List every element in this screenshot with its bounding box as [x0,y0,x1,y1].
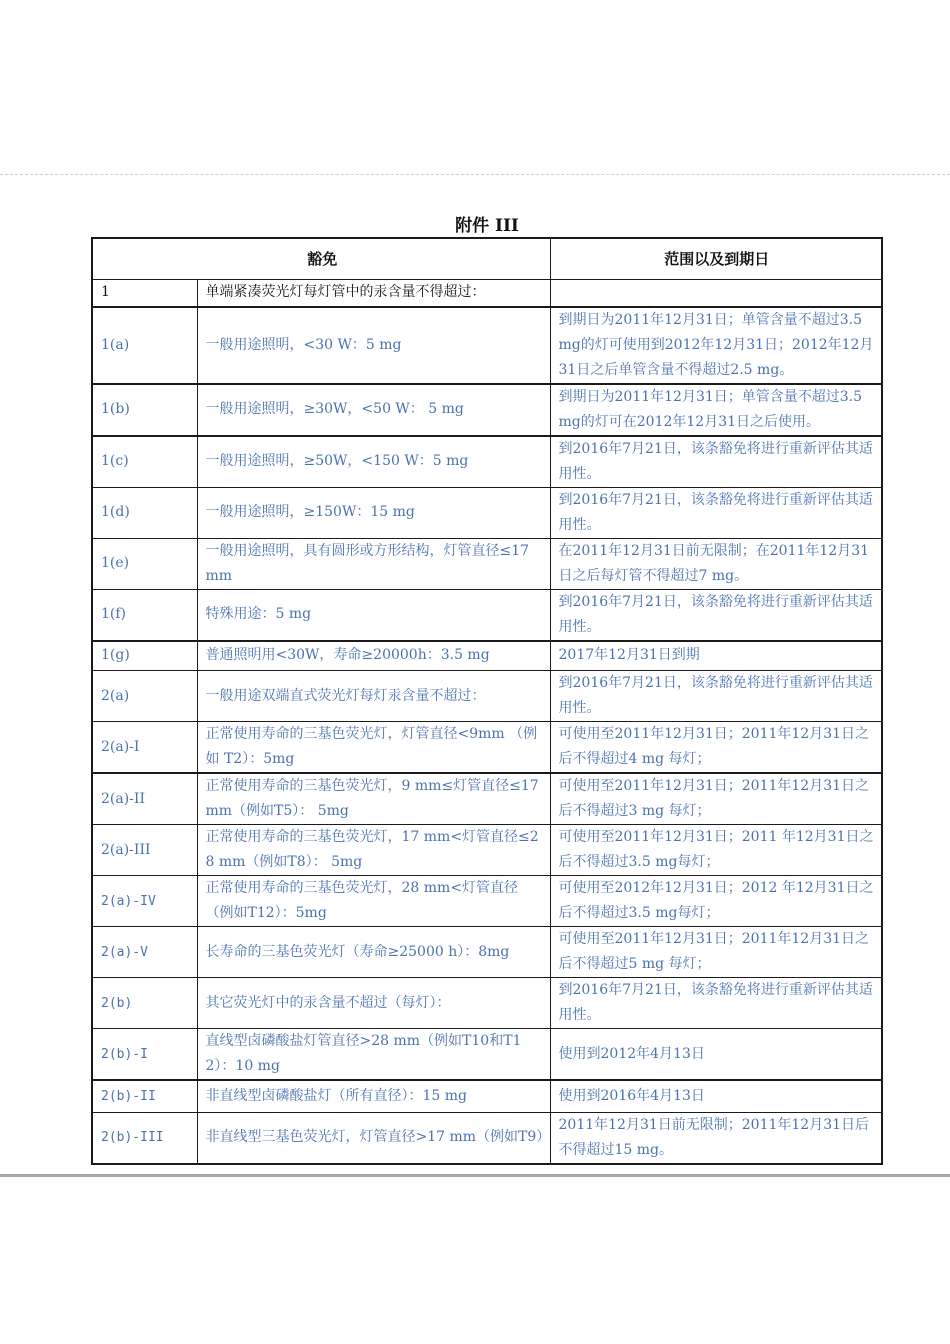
table-row [92,1029,882,1081]
table-row [92,773,882,825]
table-row [92,1080,882,1112]
row-exemption: 正常使用寿命的三基色荧光灯，灯管直径<9mm （例如 T2）：5mg [197,722,550,774]
row-id: 2(b)-I [92,1029,197,1081]
row-id: 2(b)-III [92,1112,197,1164]
row-id: 1(g) [92,641,197,671]
exemption-table [91,237,883,1165]
row-exemption: 一般用途双端直式荧光灯每灯汞含量不超过： [197,671,550,722]
annex-title: 附件 III [455,216,519,236]
row-exemption: 一般用途照明，<30 W：5 mg [197,307,550,384]
row-scope: 2011年12月31日前无限制；2011年12月31日后不得超过15 mg。 [550,1112,882,1164]
row-id: 1(f) [92,589,197,641]
row-exemption: 一般用途照明，≥30W，<50 W： 5 mg [197,384,550,436]
row-exemption: 一般用途照明，≥150W：15 mg [197,487,550,538]
row-id: 2(a)-V [92,927,197,978]
row-id: 1(b) [92,384,197,436]
table-row [92,589,882,641]
row-exemption: 非直线型三基色荧光灯，灯管直径>17 mm（例如T9） [197,1112,550,1164]
table-row [92,722,882,774]
header-exemption: 豁免 [92,238,550,280]
row-id: 2(a)-II [92,773,197,825]
row-id: 2(b)-II [92,1080,197,1112]
row-scope: 2017年12月31日到期 [550,641,882,671]
row-id: 2(a)-III [92,825,197,876]
row-id: 1(c) [92,436,197,488]
table-row [92,978,882,1029]
table-row [92,307,882,384]
row-exemption: 其它荧光灯中的汞含量不超过（每灯）： [197,978,550,1029]
row-scope: 使用到2016年4月13日 [550,1080,882,1112]
row-scope: 可使用至2011年12月31日；2011年12月31日之后不得超过5 mg 每灯； [550,927,882,978]
table-row [92,876,882,927]
row-exemption: 普通照明用<30W，寿命≥20000h：3.5 mg [197,641,550,671]
row-scope: 可使用至2011年12月31日；2011年12月31日之后不得超过3 mg 每灯； [550,773,882,825]
row-id: 2(b) [92,978,197,1029]
row-id: 1(d) [92,487,197,538]
row-scope: 到2016年7月21日，该条豁免将进行重新评估其适用性。 [550,978,882,1029]
row-scope: 到期日为2011年12月31日；单管含量不超过3.5 mg的灯可在2012年12月31日之后使用。 [550,384,882,436]
table-row [92,280,882,307]
row-scope: 可使用至2012年12月31日；2012 年12月31日之后不得超过3.5 mg每灯； [550,876,882,927]
table-row [92,927,882,978]
table-header-row [92,238,882,280]
row-scope: 到2016年7月21日，该条豁免将进行重新评估其适用性。 [550,589,882,641]
table-row [92,487,882,538]
table-row [92,1112,882,1164]
row-exemption: 一般用途照明，具有圆形或方形结构，灯管直径≤17 mm [197,538,550,589]
row-scope: 到2016年7月21日，该条豁免将进行重新评估其适用性。 [550,436,882,488]
row-id: 1 [92,280,197,307]
row-exemption: 长寿命的三基色荧光灯（寿命≥25000 h）：8mg [197,927,550,978]
row-scope: 到2016年7月21日，该条豁免将进行重新评估其适用性。 [550,487,882,538]
row-id: 1(e) [92,538,197,589]
row-scope: 使用到2012年4月13日 [550,1029,882,1081]
table-row [92,538,882,589]
row-scope: 到期日为2011年12月31日；单管含量不超过3.5 mg的灯可使用到2012年12月31日；2012年12月31日之后单管含量不得超过2.5 mg。 [550,307,882,384]
row-exemption: 正常使用寿命的三基色荧光灯，17 mm<灯管直径≤28 mm（例如T8）： 5mg [197,825,550,876]
row-scope: 可使用至2011年12月31日；2011年12月31日之后不得超过4 mg 每灯； [550,722,882,774]
table-row [92,384,882,436]
header-scope: 范围以及到期日 [550,238,882,280]
row-exemption: 一般用途照明，≥50W，<150 W：5 mg [197,436,550,488]
row-exemption: 正常使用寿命的三基色荧光灯，28 mm<灯管直径（例如T12）：5mg [197,876,550,927]
row-id: 2(a)-IV [92,876,197,927]
row-id: 1(a) [92,307,197,384]
row-exemption: 直线型卤磷酸盐灯管直径>28 mm（例如T10和T12）：10 mg [197,1029,550,1081]
table-row [92,436,882,488]
row-scope: 在2011年12月31日前无限制；在2011年12月31日之后每灯管不得超过7 mg。 [550,538,882,589]
row-id: 2(a) [92,671,197,722]
page-bottom-divider [0,1174,950,1177]
row-id: 2(a)-I [92,722,197,774]
row-scope [550,280,882,307]
table-row [92,671,882,722]
page-break-dashed-line [0,174,950,175]
row-exemption: 非直线型卤磷酸盐灯（所有直径）：15 mg [197,1080,550,1112]
row-exemption: 特殊用途：5 mg [197,589,550,641]
table-row [92,825,882,876]
row-scope: 可使用至2011年12月31日；2011 年12月31日之后不得超过3.5 mg每灯； [550,825,882,876]
table-row [92,641,882,671]
row-exemption: 正常使用寿命的三基色荧光灯，9 mm≤灯管直径≤17 mm（例如T5）： 5mg [197,773,550,825]
row-exemption: 单端紧凑荧光灯每灯管中的汞含量不得超过： [197,280,550,307]
row-scope: 到2016年7月21日，该条豁免将进行重新评估其适用性。 [550,671,882,722]
